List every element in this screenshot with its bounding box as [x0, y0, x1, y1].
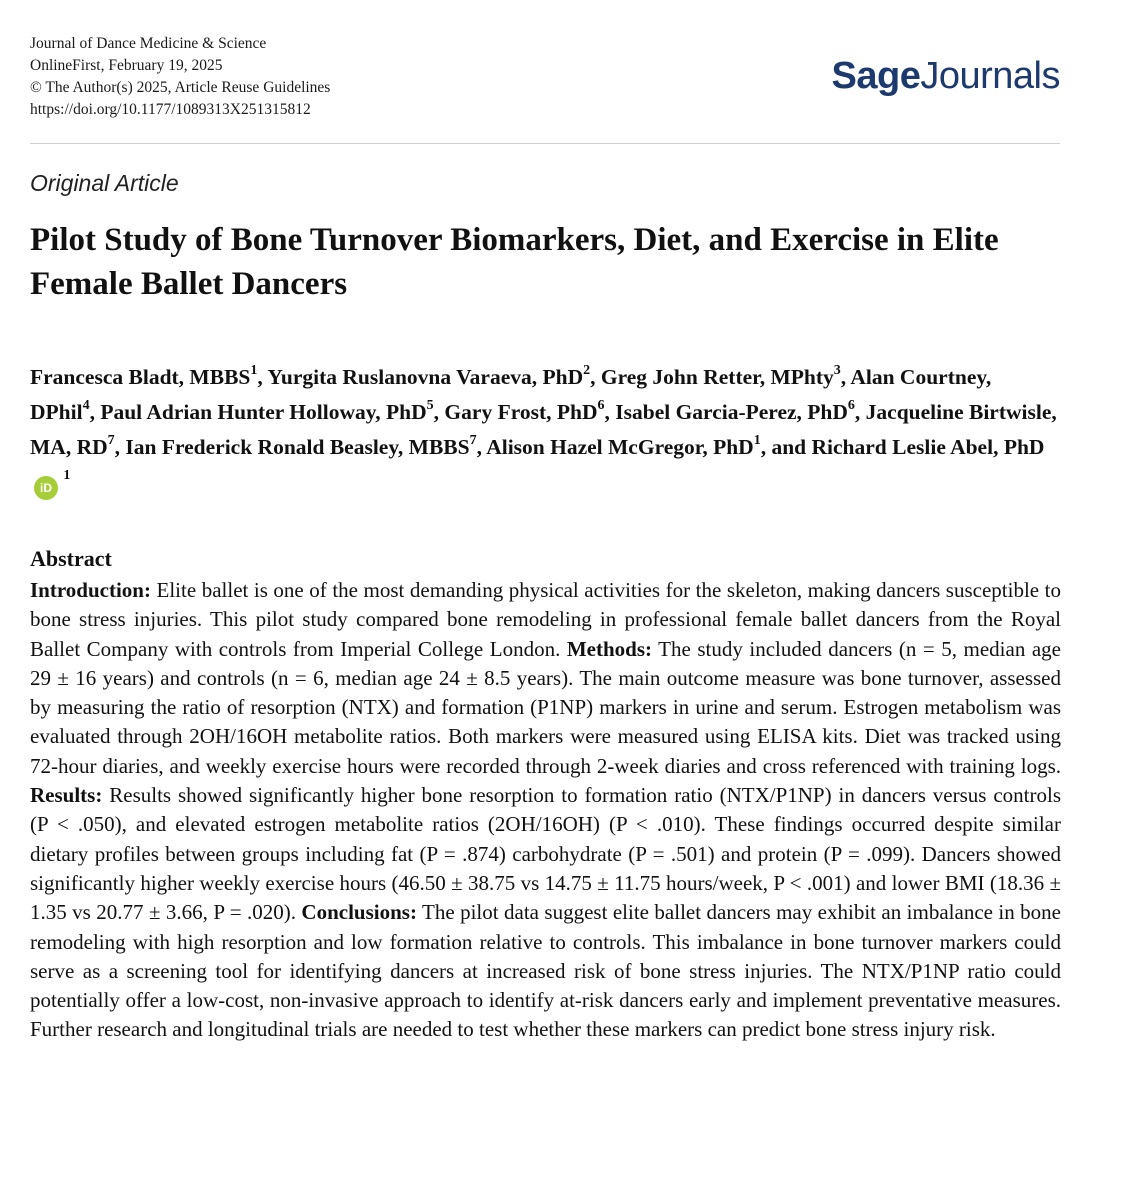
journal-header: [30, 33, 1060, 123]
results-text: Results showed significantly higher bone resorption to formation ratio (NTX/P1NP) in dancers versus controls (P < .050), and elevated estrogen metabolite ratios (2OH/16OH) (P < .010). These findings occurred despite similar dietary profiles between groups including fat (P = .874) carbohydrate (P = .501) and protein (P = .099). Dancers showed significantly higher weekly exercise hours (46.50 ± 38.75 vs 14.75 ± 11.75 hours/week, P < .001) and lower BMI (18.36 ± 1.35 vs 20.77 ± 3.66, P = .020).: [30, 783, 1061, 925]
author-affiliation[interactable]: 2: [583, 362, 591, 378]
author-affiliation[interactable]: 3: [833, 362, 841, 378]
author-name[interactable]: Alan Courtney, DPhil: [30, 365, 992, 424]
author-name[interactable]: Francesca Bladt, MBBS: [30, 365, 251, 389]
author-affiliation[interactable]: 4: [82, 397, 90, 413]
methods-label: Methods:: [566, 636, 653, 661]
author-separator: ,: [840, 365, 851, 389]
conclusions-label: Conclusions:: [301, 900, 417, 925]
author-affiliation[interactable]: 1: [250, 362, 258, 378]
copyright-line[interactable]: © The Author(s) 2025, Article Reuse Guidelines: [30, 79, 331, 96]
author-list: [30, 360, 1060, 500]
author-separator: ,: [854, 400, 866, 424]
author-separator: ,: [114, 435, 126, 459]
author-name[interactable]: Ian Frederick Ronald Beasley, MBBS: [125, 435, 470, 459]
article-type: Original Article: [30, 170, 179, 196]
author-name[interactable]: Isabel Garcia-Perez, PhD: [615, 400, 848, 424]
author-separator: ,: [89, 400, 101, 424]
online-first-date: OnlineFirst, February 19, 2025: [30, 57, 223, 74]
author-separator: , and: [760, 435, 812, 459]
author-name[interactable]: Alison Hazel McGregor, PhD: [486, 435, 754, 459]
author-affiliation[interactable]: 6: [597, 397, 605, 413]
journal-name: Journal of Dance Medicine & Science: [30, 35, 267, 52]
orcid-icon[interactable]: iD: [34, 476, 58, 500]
author-name[interactable]: Paul Adrian Hunter Holloway, PhD: [100, 400, 427, 424]
author-separator: ,: [590, 365, 601, 389]
author-affiliation[interactable]: 5: [426, 397, 434, 413]
conclusions-text: The pilot data suggest elite ballet dancers may exhibit an imbalance in bone remodeling with high resorption and low formation relative to controls. This imbalance in bone turnover markers could serve as a screening tool for identifying dancers at increased risk of bone stress injuries. The NTX/P1NP ratio could potentially offer a low-cost, non-invasive approach to identify at-risk dancers early and implement preventative measures. Further research and longitudinal trials are needed to test whether these markers can predict bone stress injury risk.: [30, 900, 1061, 1042]
author-name[interactable]: Richard Leslie Abel, PhD: [811, 435, 1045, 459]
author-affiliation[interactable]: 7: [469, 432, 477, 448]
author-separator: ,: [604, 400, 616, 424]
abstract-body: [30, 576, 1061, 1045]
intro-label: Introduction:: [30, 578, 151, 602]
author-affiliation[interactable]: 6: [847, 397, 855, 413]
author-name[interactable]: Jacqueline Birtwisle, MA, RD: [30, 400, 1057, 459]
logo-sage: Sage: [831, 55, 921, 97]
author-affiliation[interactable]: 1: [63, 467, 71, 483]
author-name[interactable]: Gary Frost, PhD: [444, 400, 598, 424]
author-name[interactable]: Yurgita Ruslanovna Varaeva, PhD: [267, 365, 584, 389]
article-title: Pilot Study of Bone Turnover Biomarkers, Diet, and Exercise in Elite Female Ballet Dancers: [30, 222, 999, 302]
abstract-heading: Abstract: [30, 546, 112, 571]
header-divider: [30, 143, 1060, 144]
doi-link[interactable]: https://doi.org/10.1177/1089313X251315812: [30, 101, 311, 118]
author-name[interactable]: Greg John Retter, MPhty: [600, 365, 834, 389]
sage-journals-logo[interactable]: [832, 55, 1060, 98]
methods-text: The study included dancers (n = 5, median age 29 ± 16 years) and controls (n = 6, median age 24 ± 8.5 years). The main outcome measure was bone turnover, assessed by measuring the ratio of resorption (NTX) and formation (P1NP) markers in urine and serum. Estrogen metabolism was evaluated through 2OH/16OH metabolite ratios. Both markers were measured using ELISA kits. Diet was tracked using 72-hour diaries, and weekly exercise hours were recorded through 2-week diaries and cross referenced with training logs.: [30, 636, 1061, 778]
logo-journals: Journals: [920, 55, 1060, 97]
results-label: Results:: [30, 783, 103, 808]
intro-text: Elite ballet is one of the most demanding physical activities for the skeleton, making dancers susceptible to bone stress injuries. This pilot study compared bone remodeling in professional female ballet dancers from the Royal Ballet Company with controls from Imperial College London.: [30, 578, 1061, 661]
author-separator: ,: [476, 435, 487, 459]
author-affiliation[interactable]: 7: [107, 432, 115, 448]
author-separator: ,: [257, 365, 268, 389]
author-affiliation[interactable]: 1: [753, 432, 761, 448]
author-separator: ,: [433, 400, 445, 424]
